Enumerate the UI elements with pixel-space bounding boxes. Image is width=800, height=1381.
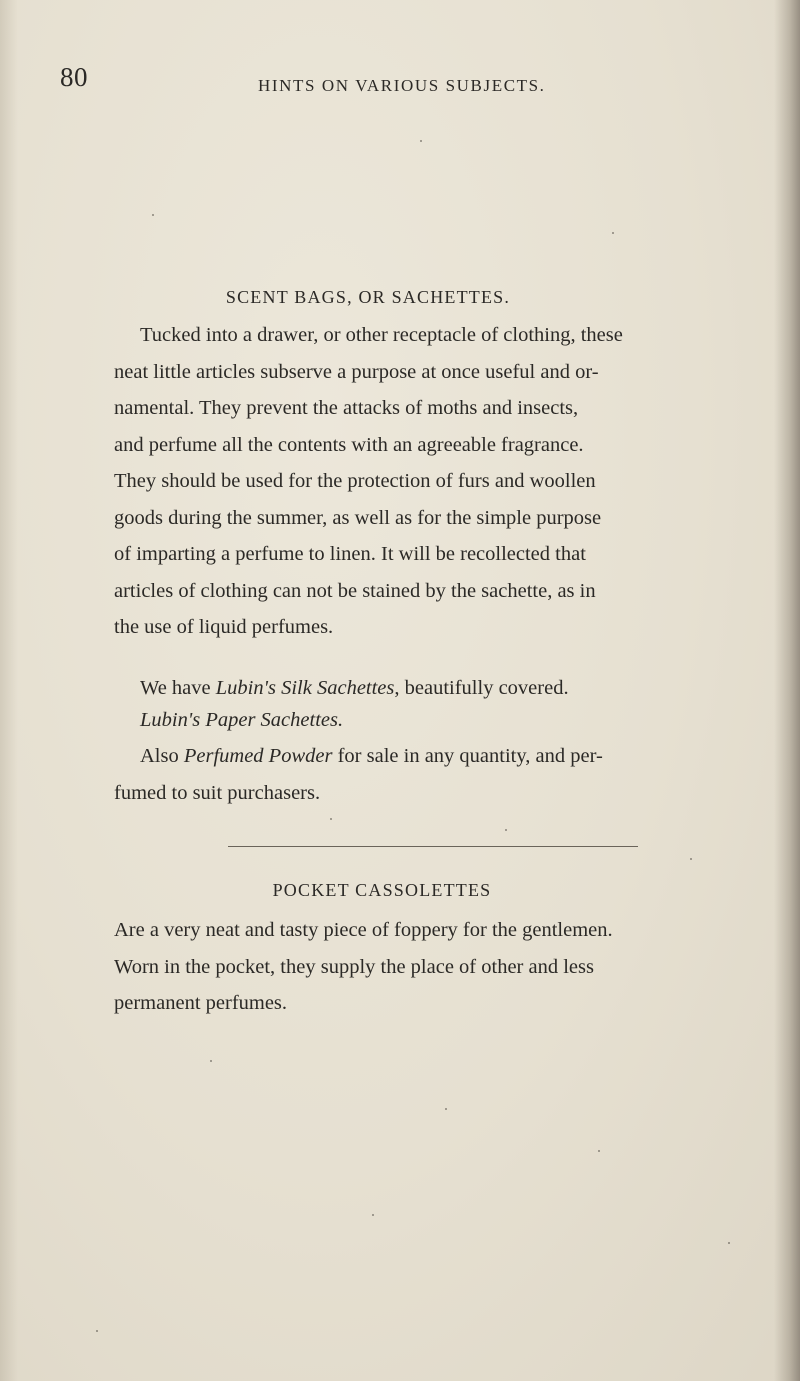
paper-speck	[690, 858, 692, 860]
paper-speck	[210, 1060, 212, 1062]
text-line	[114, 738, 784, 775]
text-prefix: We have	[140, 677, 216, 699]
text-line	[114, 702, 784, 739]
paper-speck	[372, 1214, 374, 1216]
text-line: Are a very neat and tasty piece of foppery for the gentlemen.	[114, 919, 613, 941]
text-line: articles of clothing can not be stained by the sachette, as in	[114, 579, 596, 602]
text-line: the use of liquid perfumes.	[114, 616, 334, 638]
paper-speck	[330, 818, 332, 820]
text-line: namental. They prevent the attacks of moths and insects,	[114, 397, 579, 419]
paragraph-lubins-paper-sachettes	[114, 702, 784, 739]
text-line: neat little articles subserve a purpose at once useful and or-	[114, 360, 599, 383]
text-line: permanent perfumes.	[114, 992, 288, 1014]
paper-speck	[505, 829, 507, 831]
running-head: HINTS ON VARIOUS SUBJECTS.	[258, 76, 546, 95]
page-number: 80	[60, 62, 88, 92]
text-prefix: Also	[140, 745, 184, 767]
section-heading-pocket-cassolettes: POCKET CASSOLETTES	[272, 880, 492, 900]
section-heading-scent-bags: SCENT BAGS, OR SACHETTES.	[225, 287, 511, 307]
text-suffix: for sale in any quantity, and per-	[332, 745, 603, 767]
paper-speck	[612, 232, 614, 234]
page-left-edge-shadow	[0, 0, 18, 1381]
text-line: goods during the summer, as well as for the simple purpose	[114, 506, 602, 529]
paper-speck	[96, 1330, 98, 1332]
text-line: and perfume all the contents with an agreeable fragrance.	[114, 433, 584, 456]
text-line: Tucked into a drawer, or other receptacle of clothing, these	[140, 324, 623, 346]
section-divider-rule	[228, 846, 638, 847]
paper-speck	[598, 1150, 600, 1152]
text-line: fumed to suit purchasers.	[114, 781, 321, 804]
text-line: Worn in the pocket, they supply the place of other and less	[114, 955, 594, 978]
paper-speck	[152, 214, 154, 216]
paragraph-pocket-cassolettes	[114, 912, 784, 1022]
product-name: Perfumed Powder	[183, 745, 333, 767]
text-line: They should be used for the protection of furs and woollen	[114, 470, 596, 492]
text-suffix: , beautifully covered.	[394, 677, 569, 699]
product-name: Lubin's Silk Sachettes	[215, 677, 395, 699]
text-line: of imparting a perfume to linen. It will be recollected that	[114, 543, 586, 565]
paper-speck	[420, 140, 422, 142]
product-name: Lubin's Paper Sachettes.	[140, 709, 344, 731]
paper-speck	[728, 1242, 730, 1244]
paper-speck	[445, 1108, 447, 1110]
paragraph-perfumed-powder	[114, 738, 784, 811]
paragraph-scent-bags	[114, 317, 784, 646]
